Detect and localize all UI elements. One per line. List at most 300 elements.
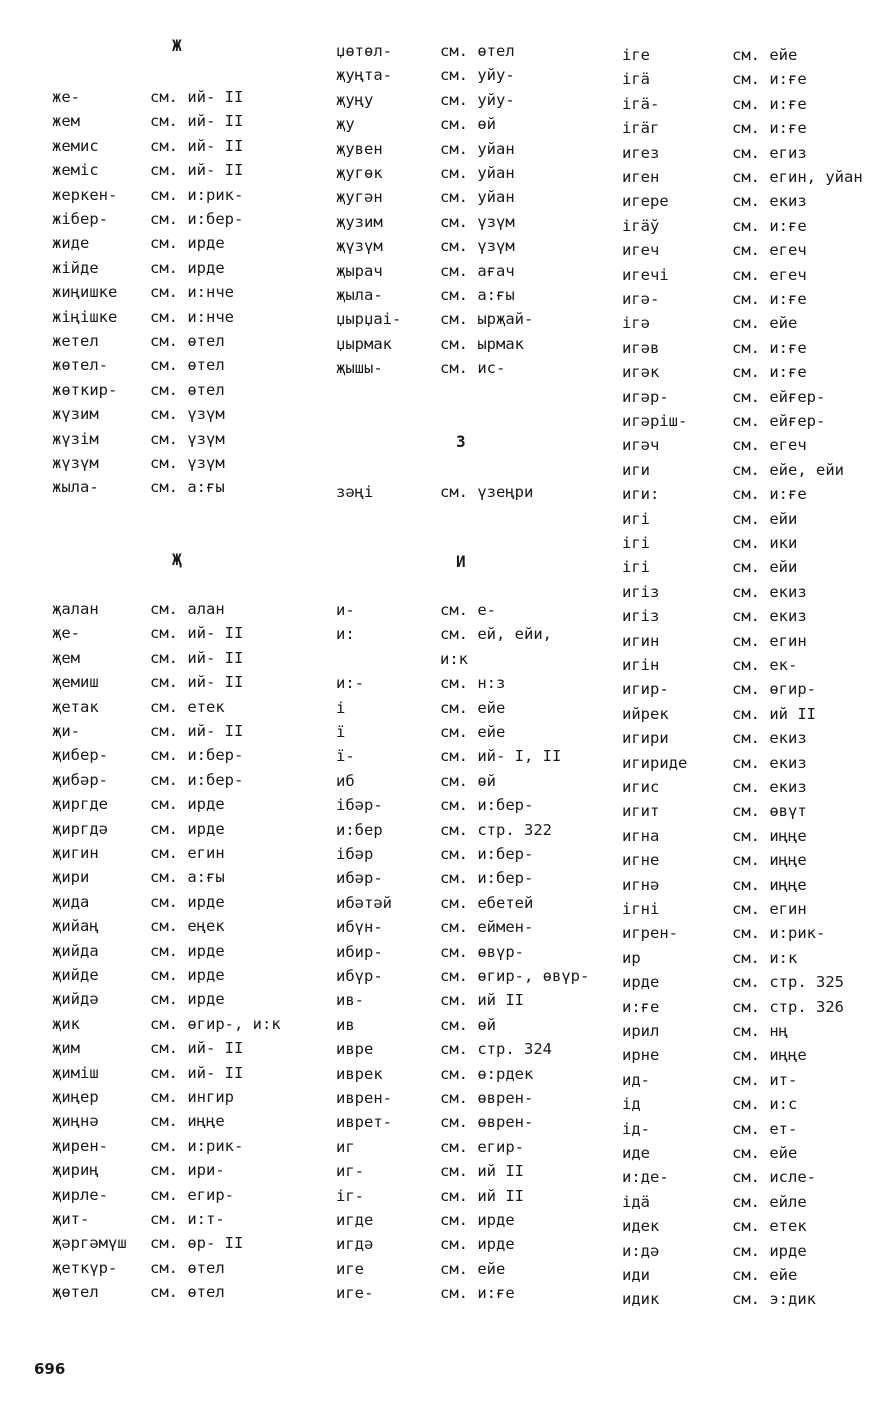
- cross-reference: см. еңек: [150, 917, 225, 936]
- entry-row: [622, 702, 816, 726]
- entry-row: [336, 1208, 515, 1232]
- cross-reference: см. өгир-: [732, 680, 816, 699]
- entry-row: [52, 646, 244, 670]
- entry-row: [52, 353, 225, 377]
- cross-reference: см. етек: [732, 1217, 807, 1236]
- cross-reference: см. өтел: [440, 42, 515, 60]
- entry-row: [622, 67, 807, 91]
- headword: ир: [622, 948, 641, 967]
- cross-reference: см. егир-: [150, 1185, 234, 1204]
- entry-row: [52, 231, 225, 255]
- cross-reference: см. еймен-: [440, 918, 534, 937]
- entry-row: [622, 873, 807, 897]
- entry-row: [52, 402, 225, 426]
- entry-row: [52, 719, 244, 743]
- headword: игрен-: [622, 924, 678, 943]
- entry-row: [622, 1019, 788, 1043]
- entry-row: [52, 621, 244, 645]
- entry-row: [52, 1012, 281, 1036]
- headword: игдә: [336, 1235, 374, 1254]
- headword: иврен-: [336, 1089, 392, 1107]
- entry-row: [52, 134, 244, 158]
- cross-reference: см. ирде: [150, 990, 225, 1009]
- entry-row: [336, 1232, 515, 1256]
- cross-reference: см. и:ғе: [732, 94, 807, 113]
- cross-reference: см. и:ғе: [440, 1284, 515, 1303]
- headword: и:бер: [336, 820, 383, 839]
- entry-row: [336, 940, 524, 964]
- cross-reference: см. стр. 324: [440, 1040, 552, 1059]
- cross-reference: см. и:бер-: [150, 210, 244, 228]
- headword: игiз: [622, 582, 660, 601]
- cross-reference: см. и:т-: [150, 1210, 225, 1228]
- entry-row: [52, 695, 225, 719]
- entry-row: [622, 1068, 798, 1092]
- cross-reference: см. ейле: [732, 1192, 807, 1211]
- entry-row: [622, 897, 807, 921]
- headword: игне: [622, 851, 660, 870]
- entry-row: [622, 311, 798, 335]
- headword: иге-: [336, 1284, 374, 1303]
- headword: җибер-: [52, 746, 108, 765]
- entry-row: [52, 427, 225, 451]
- cross-reference: см. ирде: [150, 258, 225, 277]
- entry-row: [336, 891, 534, 915]
- entry-row: [622, 409, 826, 433]
- cross-reference: см. егир-: [440, 1137, 524, 1156]
- entry-row: [622, 751, 807, 775]
- entry-row: [622, 433, 807, 457]
- entry-row: [622, 287, 807, 311]
- cross-reference: см. егеч: [732, 436, 807, 455]
- headword: игi: [622, 509, 650, 528]
- entry-row: [52, 475, 225, 499]
- cross-reference: см. ебетей: [440, 893, 534, 912]
- cross-reference: см. ө:рдек: [440, 1064, 534, 1083]
- entry-row: [622, 653, 798, 677]
- cross-reference: см. ейғер-: [732, 412, 826, 430]
- headword: и:-: [336, 674, 364, 693]
- cross-reference: см. екиз: [732, 607, 807, 626]
- cross-reference: см. егин: [150, 844, 225, 862]
- headword: жемiс: [52, 161, 99, 180]
- cross-reference: см. ейи: [732, 558, 798, 577]
- headword: жеркен-: [52, 185, 118, 204]
- entry-row: [336, 1110, 534, 1134]
- cross-reference: см. э:дик: [732, 1290, 816, 1309]
- entry-row: [336, 696, 506, 720]
- entry-row: [336, 356, 506, 380]
- entry-row: [336, 622, 552, 646]
- entry-row: [52, 183, 244, 207]
- headword: жыла-: [52, 478, 99, 497]
- headword: игәрiш-: [622, 412, 688, 430]
- cross-reference: см. ейе: [440, 698, 506, 717]
- entry-row: [336, 793, 534, 817]
- headword: iгäў: [622, 216, 660, 235]
- cross-reference: см. иңңе: [732, 1046, 807, 1065]
- entry-row: [336, 1135, 524, 1159]
- cross-reference: см. и:рик-: [150, 1136, 244, 1155]
- entry-row: [52, 1109, 225, 1133]
- cross-reference: см. и:нче: [150, 283, 234, 302]
- cross-reference: см. ирде: [150, 966, 225, 984]
- cross-reference: см. егин: [732, 900, 807, 918]
- entry-row: [336, 1086, 534, 1110]
- cross-reference: см. үзүм: [150, 454, 225, 472]
- entry-row: [336, 283, 515, 307]
- entry-row: [336, 137, 515, 161]
- entry-row: [52, 768, 244, 792]
- cross-reference: см. өгир-, өвүр-: [440, 967, 590, 985]
- headword: җигин: [52, 844, 99, 862]
- entry-row: [336, 161, 515, 185]
- cross-reference: см. ий- II: [150, 648, 244, 667]
- entry-row: [52, 987, 225, 1011]
- cross-reference: см. и:ғе: [732, 70, 807, 89]
- headword: џөтөл-: [336, 42, 392, 60]
- headword: игәв: [622, 338, 660, 357]
- headword: җышы-: [336, 359, 383, 378]
- headword: игәк: [622, 363, 660, 382]
- entry-row: [336, 744, 562, 768]
- entry-row: [336, 598, 496, 622]
- cross-reference: см. иңңе: [732, 875, 807, 894]
- cross-reference: см. ий- I, II: [440, 747, 562, 766]
- entry-row: [622, 507, 798, 531]
- cross-reference: см. ирде: [150, 892, 225, 911]
- headword: җувен: [336, 139, 383, 158]
- cross-reference: см. ирде: [440, 1235, 515, 1254]
- cross-reference: см. екиз: [732, 778, 807, 796]
- entry-row: [336, 988, 524, 1012]
- cross-reference: см. өр- II: [150, 1234, 244, 1253]
- entry-row: [336, 332, 524, 356]
- cross-reference: см. и:рик-: [150, 185, 244, 204]
- cross-reference: см. өгир-, и:к: [150, 1014, 281, 1033]
- headword: жиде: [52, 234, 90, 253]
- cross-reference: см. ий II: [440, 991, 524, 1010]
- entry-row: [622, 1190, 807, 1214]
- headword: iгә: [622, 314, 650, 333]
- cross-reference: см. иңңе: [732, 826, 807, 845]
- headword: жемис: [52, 136, 99, 155]
- cross-reference: см. өврен-: [440, 1113, 534, 1132]
- cross-reference: см. стр. 322: [440, 820, 552, 839]
- headword: игнә: [622, 875, 660, 894]
- headword: иг: [336, 1137, 355, 1156]
- entry-row: [622, 1263, 798, 1287]
- entry-row: [52, 207, 244, 231]
- cross-reference: см. ий II: [440, 1162, 524, 1181]
- headword: жiбер-: [52, 210, 108, 228]
- headword: игәр-: [622, 387, 669, 406]
- cross-reference: см. үзүм: [150, 405, 225, 424]
- headword: игин: [622, 631, 660, 650]
- cross-reference: см. ирде: [150, 795, 225, 814]
- cross-reference: см. ырҗай-: [440, 310, 534, 329]
- headword: ибүн-: [336, 918, 383, 937]
- headword: жүзiм: [52, 429, 99, 448]
- headword: җе-: [52, 624, 80, 643]
- headword: җетак: [52, 697, 99, 716]
- entry-row: [622, 1141, 798, 1165]
- entry-row: [336, 1037, 552, 1061]
- headword: iбәр-: [336, 796, 383, 815]
- headword: җем: [52, 648, 80, 667]
- entry-row: [622, 336, 807, 360]
- headword: игде: [336, 1211, 374, 1229]
- headword: игере: [622, 192, 669, 211]
- headword: җийде: [52, 966, 99, 984]
- headword: игеч: [622, 241, 660, 260]
- cross-reference: см. уйу-: [440, 66, 515, 85]
- cross-reference: см. и:с: [732, 1095, 798, 1114]
- headword: игә-: [622, 290, 660, 308]
- entry-row: [52, 963, 225, 987]
- entry-row: [622, 580, 807, 604]
- cross-reference: см. үзеңри: [440, 483, 534, 501]
- entry-row: [622, 726, 807, 750]
- headword: җөтел: [52, 1283, 99, 1302]
- entry-row: [336, 63, 515, 87]
- entry-row: [622, 92, 807, 116]
- cross-reference: см. ирде: [440, 1211, 515, 1229]
- entry-row: [336, 964, 590, 988]
- cross-reference: см. өтел: [150, 1283, 225, 1302]
- entry-row: [52, 670, 244, 694]
- entry-row: [336, 1013, 496, 1037]
- headword: җиргде: [52, 795, 108, 814]
- headword: иги: [622, 460, 650, 479]
- entry-row: [336, 915, 534, 939]
- entry-row: [622, 995, 844, 1019]
- entry-row: [622, 214, 807, 238]
- cross-reference: см. ирде: [732, 1241, 807, 1260]
- cross-reference: см. и:бер-: [440, 796, 534, 815]
- entry-row: [622, 824, 807, 848]
- cross-reference: см. и:ғе: [732, 216, 807, 235]
- headword: җири: [52, 868, 90, 887]
- headword: җим: [52, 1039, 80, 1058]
- entry-row: [622, 1287, 816, 1311]
- cross-reference: см. өтел: [150, 1258, 225, 1277]
- cross-reference: и:к: [440, 649, 468, 668]
- headword: игириде: [622, 753, 688, 772]
- section-heading: Җ: [172, 550, 182, 569]
- cross-reference: см. а:ғы: [150, 868, 225, 887]
- cross-reference: см. өй: [440, 1015, 496, 1034]
- cross-reference: см. өтел: [150, 356, 225, 375]
- cross-reference: см. өтел: [150, 380, 225, 399]
- entry-row: [52, 329, 225, 353]
- entry-row: [52, 158, 244, 182]
- headword: җугән: [336, 188, 383, 207]
- cross-reference: см. ий- II: [150, 136, 244, 155]
- entry-row: [622, 238, 807, 262]
- cross-reference: см. уйу-: [440, 90, 515, 109]
- entry-row: [622, 43, 798, 67]
- cross-reference: см. үзүм: [440, 212, 515, 231]
- section-heading: З: [456, 432, 466, 451]
- entry-row: [52, 597, 225, 621]
- headword: иврек: [336, 1064, 383, 1083]
- cross-reference: см. ий- II: [150, 1039, 244, 1058]
- headword: ив: [336, 1015, 355, 1034]
- entry-row: [52, 939, 225, 963]
- entry-row: [52, 914, 225, 938]
- headword: иги:: [622, 485, 660, 504]
- entry-row: [622, 1043, 807, 1067]
- cross-reference: см. ейе: [732, 314, 798, 333]
- headword: ирне: [622, 1046, 660, 1065]
- headword: җүзүм: [336, 237, 383, 256]
- cross-reference: см. екиз: [732, 192, 807, 211]
- entry-row: [52, 1158, 225, 1182]
- headword: идик: [622, 1290, 660, 1309]
- entry-row: [336, 234, 515, 258]
- cross-reference: см. и:бер-: [440, 845, 534, 863]
- cross-reference: см. а:ғы: [150, 478, 225, 497]
- entry-row: [52, 305, 234, 329]
- headword: iд: [622, 1095, 641, 1114]
- cross-reference: см. ейе: [440, 723, 506, 741]
- headword: җуңта-: [336, 66, 392, 85]
- headword: җеткүр-: [52, 1258, 118, 1277]
- entry-row: [52, 1183, 234, 1207]
- entry-row: [52, 1207, 225, 1231]
- headword: игит: [622, 802, 660, 821]
- entry-row: [336, 769, 496, 793]
- headword: ийрек: [622, 704, 669, 723]
- cross-reference: см. уйан: [440, 188, 515, 207]
- headword: жем: [52, 112, 80, 131]
- headword: иге: [336, 1259, 364, 1278]
- entry-row: [336, 210, 515, 234]
- entry-row: [622, 970, 844, 994]
- headword: җиңер: [52, 1088, 99, 1106]
- headword: җузим: [336, 212, 383, 231]
- headword: җириң: [52, 1161, 99, 1180]
- headword: җирле-: [52, 1185, 108, 1204]
- entry-row: [622, 531, 798, 555]
- headword: җи-: [52, 722, 80, 740]
- entry-row: [336, 1257, 506, 1281]
- entry-row: [52, 865, 225, 889]
- entry-row: [622, 1165, 816, 1189]
- headword: и:: [336, 625, 355, 644]
- cross-reference: см. и:ғе: [732, 338, 807, 357]
- cross-reference: см. ирде: [150, 819, 225, 838]
- headword: же-: [52, 88, 80, 106]
- cross-reference: см. и:бер-: [150, 770, 244, 789]
- cross-reference: см. и:бер-: [440, 869, 534, 888]
- cross-reference: см. ейе: [732, 1266, 798, 1284]
- headword: i: [336, 698, 346, 717]
- headword: җәргәмүш: [52, 1234, 127, 1253]
- headword: иг-: [336, 1162, 364, 1181]
- headword: җимiш: [52, 1063, 99, 1082]
- section-heading: Ж: [172, 36, 182, 55]
- headword: җибәр-: [52, 770, 108, 789]
- headword: җийдә: [52, 990, 99, 1009]
- cross-reference: см. и:к: [732, 948, 798, 967]
- cross-reference: см. нң: [732, 1022, 788, 1040]
- cross-reference: см. ейи: [732, 509, 798, 528]
- headword: жiңiшке: [52, 307, 118, 326]
- headword: жүзүм: [52, 454, 99, 472]
- headword: жетел: [52, 332, 99, 350]
- cross-reference: см. ейе, ейи: [732, 460, 844, 479]
- entry-row: [336, 307, 534, 331]
- cross-reference: см. ирде: [150, 941, 225, 960]
- headword: жөтел-: [52, 356, 108, 375]
- headword: iгäг: [622, 119, 660, 138]
- cross-reference: см. екиз: [732, 582, 807, 601]
- headword: ибүр-: [336, 967, 383, 985]
- headword: җирен-: [52, 1136, 108, 1155]
- entry-row: [52, 1231, 244, 1255]
- cross-reference: см. стр. 325: [732, 973, 844, 992]
- cross-reference: см. өвүр-: [440, 942, 524, 961]
- cross-reference: см. егин: [732, 631, 807, 650]
- entry-row: [52, 792, 225, 816]
- headword: iдä: [622, 1192, 650, 1211]
- headword: iгнi: [622, 900, 660, 918]
- entry-row: [52, 1036, 244, 1060]
- cross-reference: см. етек: [150, 697, 225, 716]
- entry-row: [52, 109, 244, 133]
- headword: џырмак: [336, 334, 392, 353]
- entry-row: [336, 480, 534, 504]
- headword: iбәр: [336, 845, 374, 863]
- headword: ив-: [336, 991, 364, 1010]
- entry-row: [336, 1184, 524, 1208]
- headword: иде: [622, 1144, 650, 1162]
- headword: ирил: [622, 1022, 660, 1040]
- cross-reference: см. ий- II: [150, 88, 244, 106]
- headword: җиңнә: [52, 1112, 99, 1131]
- cross-reference: см. и:ғе: [732, 290, 807, 308]
- cross-reference: см. уйан: [440, 139, 515, 158]
- headword: җийда: [52, 941, 99, 960]
- cross-reference: см. ис-: [440, 359, 506, 378]
- entry-row: [52, 1085, 234, 1109]
- headword: ибир-: [336, 942, 383, 961]
- headword: игез: [622, 143, 660, 162]
- entry-row: [336, 1159, 524, 1183]
- cross-reference: см. егиз: [732, 143, 807, 162]
- headword: iгä-: [622, 94, 660, 113]
- entry-row: [52, 85, 244, 109]
- headword: iге: [622, 46, 650, 64]
- entry-row: [622, 1092, 798, 1116]
- cross-reference: см. ий- II: [150, 624, 244, 643]
- entry-row: [336, 185, 515, 209]
- cross-reference: см. үзүм: [440, 237, 515, 256]
- headword: iд-: [622, 1119, 650, 1138]
- entry-row: [52, 378, 225, 402]
- headword: җугөк: [336, 164, 383, 182]
- entry-row: [622, 263, 807, 287]
- cross-reference: см. а:ғы: [440, 286, 515, 304]
- cross-reference: см. исле-: [732, 1168, 816, 1187]
- entry-row: [622, 116, 807, 140]
- headword: ї: [336, 723, 346, 741]
- headword: и:ғе: [622, 997, 660, 1016]
- entry-row: [622, 1214, 807, 1238]
- headword: иврe: [336, 1040, 374, 1059]
